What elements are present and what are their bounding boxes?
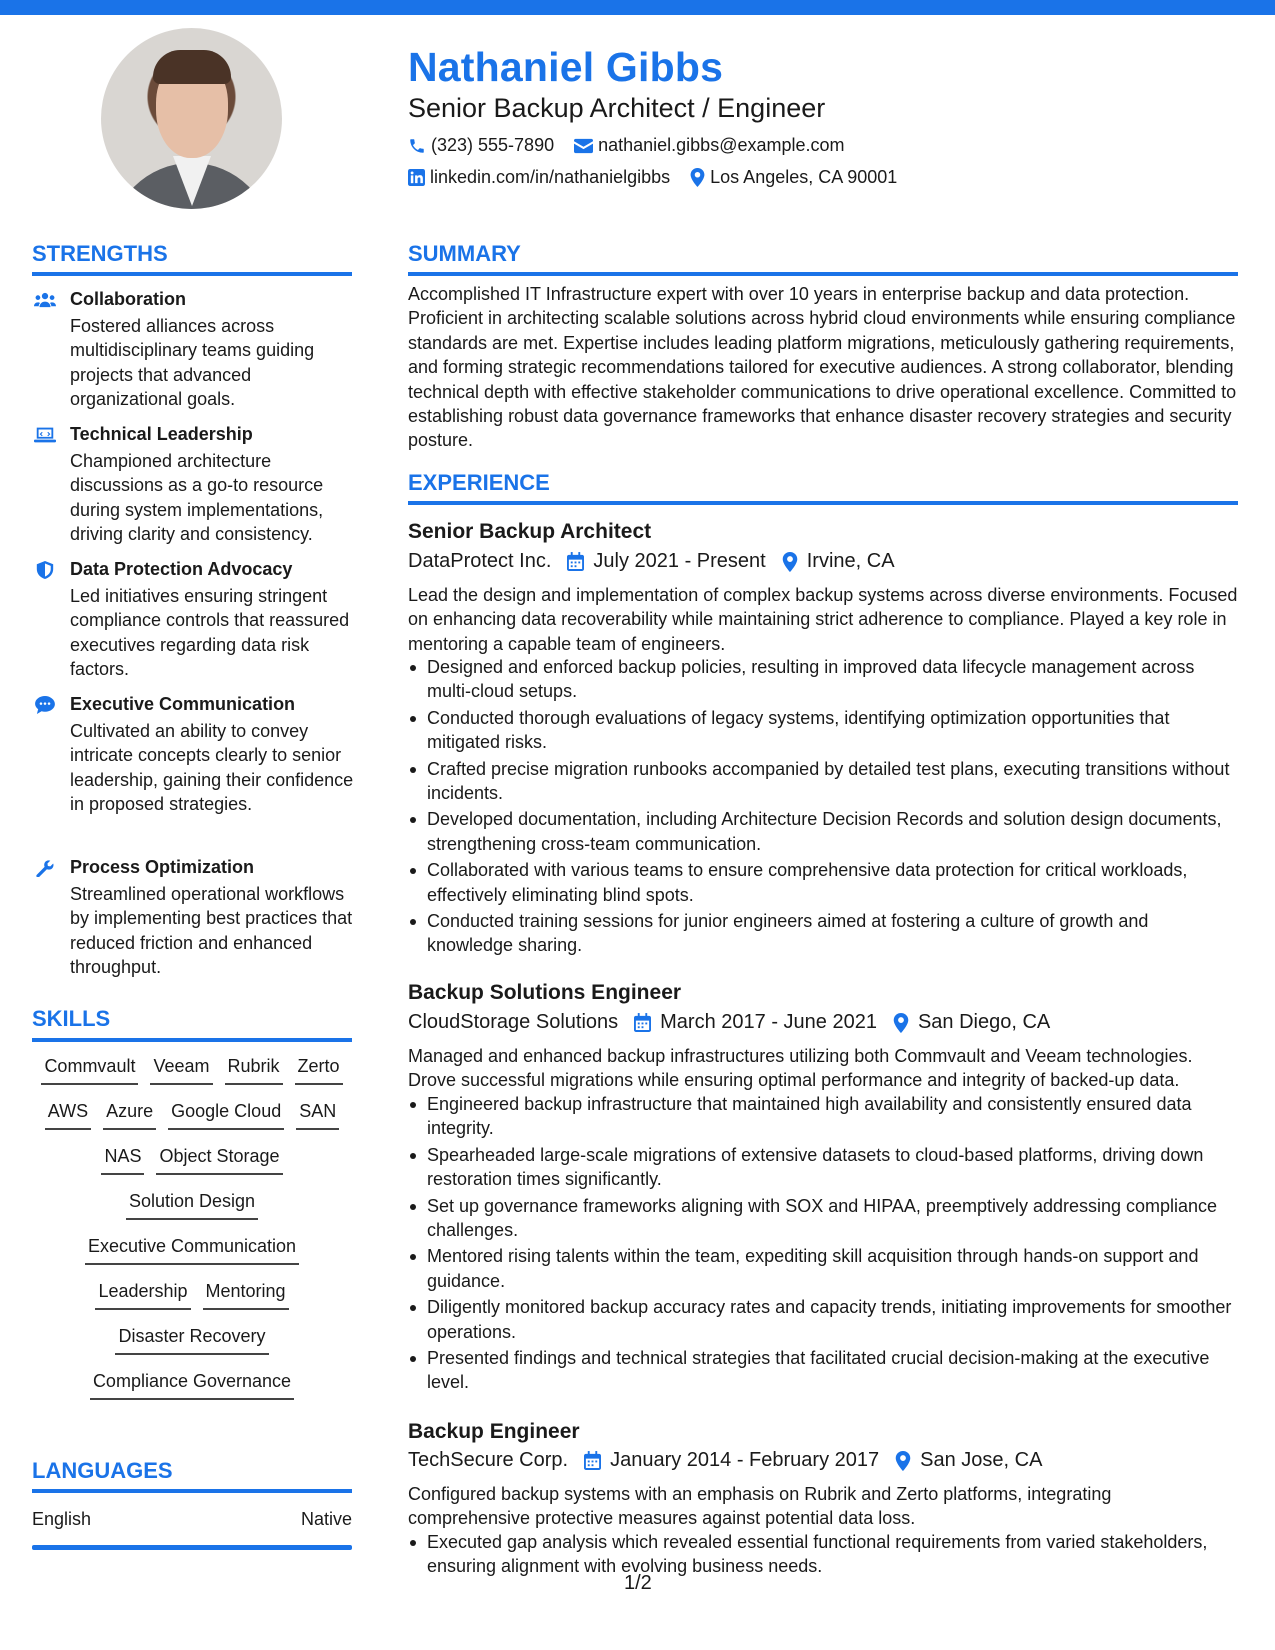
location-text: Los Angeles, CA 90001 bbox=[710, 167, 898, 187]
job-bullets bbox=[408, 1092, 1238, 1397]
section-divider bbox=[32, 1038, 352, 1042]
job-bullet: Developed documentation, including Architecture Decision Records and solution design documents, strengthening cross-team communication. bbox=[408, 807, 1238, 856]
language-name: English bbox=[32, 1509, 92, 1529]
skill-tag: Leadership bbox=[95, 1281, 190, 1310]
calendar-icon bbox=[567, 552, 584, 571]
strength-title: Technical Leadership bbox=[70, 424, 253, 444]
job-company: CloudStorage Solutions bbox=[408, 1011, 619, 1033]
skill-row bbox=[32, 1191, 352, 1236]
language-level-bar bbox=[32, 1545, 352, 1550]
language-item bbox=[32, 1509, 352, 1530]
skill-row bbox=[32, 1326, 352, 1371]
section-divider bbox=[32, 272, 352, 276]
languages-heading: LANGUAGES bbox=[32, 1458, 173, 1483]
skill-row bbox=[32, 1146, 352, 1191]
job-meta bbox=[408, 550, 911, 573]
map-pin-icon bbox=[690, 168, 705, 187]
skill-tag: Mentoring bbox=[203, 1281, 289, 1310]
skill-tag: AWS bbox=[45, 1101, 91, 1130]
candidate-name: Nathaniel Gibbs bbox=[408, 44, 724, 90]
linkedin-contact[interactable] bbox=[408, 167, 670, 188]
job-title: Senior Backup Architect bbox=[408, 520, 652, 543]
section-divider bbox=[408, 501, 1238, 505]
strength-desc: Championed architecture discussions as a go-to resource during system implementations, driving clarity and consistency. bbox=[70, 451, 324, 544]
job-dates: July 2021 - Present bbox=[593, 550, 766, 572]
skill-tag: Rubrik bbox=[225, 1056, 283, 1085]
map-pin-icon bbox=[893, 1013, 909, 1033]
contact-row bbox=[408, 167, 911, 188]
skill-tag: Veeam bbox=[150, 1056, 212, 1085]
job-location: San Jose, CA bbox=[920, 1449, 1043, 1471]
skill-tag: NAS bbox=[101, 1146, 144, 1175]
job-dates: March 2017 - June 2021 bbox=[660, 1011, 877, 1033]
email-text: nathaniel.gibbs@example.com bbox=[598, 135, 845, 155]
job-bullet: Conducted thorough evaluations of legacy systems, identifying optimization opportunities that mitigated risks. bbox=[408, 706, 1238, 755]
linkedin-text: linkedin.com/in/nathanielgibbs bbox=[430, 167, 671, 187]
strength-desc: Cultivated an ability to convey intricate concepts clearly to senior leadership, gaining their confidence in proposed strategies. bbox=[70, 721, 354, 814]
email-contact[interactable] bbox=[574, 135, 844, 156]
skill-tag: Azure bbox=[103, 1101, 156, 1130]
summary-heading: SUMMARY bbox=[408, 241, 521, 266]
laptop-icon bbox=[34, 426, 56, 444]
skill-tag: Object Storage bbox=[156, 1146, 282, 1175]
skills-heading: SKILLS bbox=[32, 1006, 111, 1031]
phone-contact[interactable] bbox=[408, 135, 554, 156]
job-bullets bbox=[408, 655, 1238, 960]
strengths-heading: STRENGTHS bbox=[32, 241, 168, 266]
job-company: DataProtect Inc. bbox=[408, 550, 552, 572]
strength-desc: Led initiatives ensuring stringent compliance controls that reassured executives regarding data risk factors. bbox=[70, 586, 350, 679]
job-description: Managed and enhanced backup infrastructures utilizing both Commvault and Veeam technologies. Drove successful migrations while ensuring optimal performance and integrity of backed-up data. bbox=[408, 1046, 1193, 1091]
job-location: San Diego, CA bbox=[917, 1011, 1051, 1033]
top-accent-bar bbox=[0, 0, 1275, 15]
contact-row bbox=[408, 135, 859, 156]
skill-row bbox=[32, 1056, 352, 1101]
envelope-icon bbox=[574, 138, 593, 154]
job-bullet: Collaborated with various teams to ensure comprehensive data protection for critical workloads, effectively eliminating blind spots. bbox=[408, 858, 1238, 907]
job-bullet: Executed gap analysis which revealed essential functional requirements from varied stakeholders, ensuring alignment with evolving business needs. bbox=[408, 1530, 1238, 1579]
skill-row bbox=[32, 1281, 352, 1326]
map-pin-icon bbox=[782, 552, 798, 572]
strength-desc: Streamlined operational workflows by implementing best practices that reduced friction and enhanced throughput. bbox=[70, 884, 353, 977]
job-company: TechSecure Corp. bbox=[408, 1449, 569, 1471]
calendar-icon bbox=[584, 1451, 601, 1470]
job-description: Configured backup systems with an emphasis on Rubrik and Zerto platforms, integrating comprehensive protective measures against potential data loss. bbox=[408, 1484, 1112, 1529]
linkedin-icon bbox=[408, 169, 425, 186]
shield-icon bbox=[34, 561, 56, 579]
summary-text: Accomplished IT Infrastructure expert with over 10 years in enterprise backup and data protection. Proficient in architecting scalable solutions across hybrid cloud environments while ensuring compliance standards are met. Expertise includes leading platform migrations, meticulously gathering requirements, and forming strategic recommendations tailored for executive audiences. A strong collaborator, blending technical depth with effective stakeholder communications to drive operational excellence. Committed to establishing robust data governance frameworks that enhance disaster recovery strategies and security posture. bbox=[408, 284, 1237, 451]
section-divider bbox=[32, 1489, 352, 1493]
job-description: Lead the design and implementation of complex backup systems across diverse environments. Focused on enhancing data recoverability while maintaining strict adherence to compliance. Played a key role in mentoring a capable team of engineers. bbox=[408, 585, 1238, 654]
job-bullets bbox=[408, 1530, 1238, 1581]
skill-tag: Zerto bbox=[295, 1056, 343, 1085]
skills-list bbox=[32, 1056, 352, 1416]
skill-row bbox=[32, 1371, 352, 1416]
strength-desc: Fostered alliances across multidisciplinary teams guiding projects that advanced organizational goals. bbox=[70, 316, 315, 409]
experience-heading: EXPERIENCE bbox=[408, 470, 550, 495]
skill-tag: Solution Design bbox=[126, 1191, 258, 1220]
job-bullet: Presented findings and technical strategies that facilitated crucial decision-making at the executive level. bbox=[408, 1346, 1238, 1395]
job-bullet: Diligently monitored backup accuracy rates and capacity trends, initiating improvements for smoother operations. bbox=[408, 1295, 1238, 1344]
skill-tag: SAN bbox=[296, 1101, 339, 1130]
calendar-icon bbox=[634, 1013, 651, 1032]
skill-tag: Google Cloud bbox=[168, 1101, 284, 1130]
skill-row bbox=[32, 1236, 352, 1281]
chat-icon bbox=[34, 696, 56, 714]
strength-title: Collaboration bbox=[70, 289, 186, 309]
candidate-title: Senior Backup Architect / Engineer bbox=[408, 93, 826, 123]
skill-tag: Compliance Governance bbox=[90, 1371, 294, 1400]
job-bullet: Set up governance frameworks aligning with SOX and HIPAA, preemptively addressing compliance challenges. bbox=[408, 1194, 1238, 1243]
job-dates: January 2014 - February 2017 bbox=[610, 1449, 880, 1471]
profile-photo bbox=[101, 28, 282, 209]
skill-tag: Disaster Recovery bbox=[115, 1326, 268, 1355]
job-location: Irvine, CA bbox=[806, 550, 895, 572]
phone-icon bbox=[408, 137, 426, 155]
strength-title: Data Protection Advocacy bbox=[70, 559, 293, 579]
job-bullet: Engineered backup infrastructure that maintained high availability and consistently ensured data integrity. bbox=[408, 1092, 1238, 1141]
section-divider bbox=[408, 272, 1238, 276]
phone-text: (323) 555-7890 bbox=[431, 135, 555, 155]
skill-tag: Executive Communication bbox=[85, 1236, 299, 1265]
users-icon bbox=[34, 291, 56, 309]
job-bullet: Crafted precise migration runbooks accompanied by detailed test plans, executing transitions without incidents. bbox=[408, 757, 1238, 806]
strength-title: Executive Communication bbox=[70, 694, 296, 714]
map-pin-icon bbox=[895, 1451, 911, 1471]
job-bullet: Conducted training sessions for junior engineers aimed at fostering a culture of growth and knowledge sharing. bbox=[408, 909, 1238, 958]
skill-row bbox=[32, 1101, 352, 1146]
job-meta bbox=[408, 1449, 1058, 1472]
strength-title: Process Optimization bbox=[70, 857, 255, 877]
job-bullet: Mentored rising talents within the team, expediting skill acquisition through hands-on support and guidance. bbox=[408, 1244, 1238, 1293]
page-number: 1/2 bbox=[624, 1572, 652, 1594]
job-bullet: Designed and enforced backup policies, resulting in improved data lifecycle management across multi-cloud setups. bbox=[408, 655, 1238, 704]
job-title: Backup Engineer bbox=[408, 1420, 580, 1443]
wrench-icon bbox=[34, 859, 56, 877]
location-contact bbox=[690, 167, 897, 188]
job-meta bbox=[408, 1011, 1066, 1034]
skill-tag: Commvault bbox=[41, 1056, 138, 1085]
language-level: Native bbox=[300, 1509, 352, 1529]
job-title: Backup Solutions Engineer bbox=[408, 981, 682, 1004]
job-bullet: Spearheaded large-scale migrations of extensive datasets to cloud-based platforms, driving down restoration times significantly. bbox=[408, 1143, 1238, 1192]
